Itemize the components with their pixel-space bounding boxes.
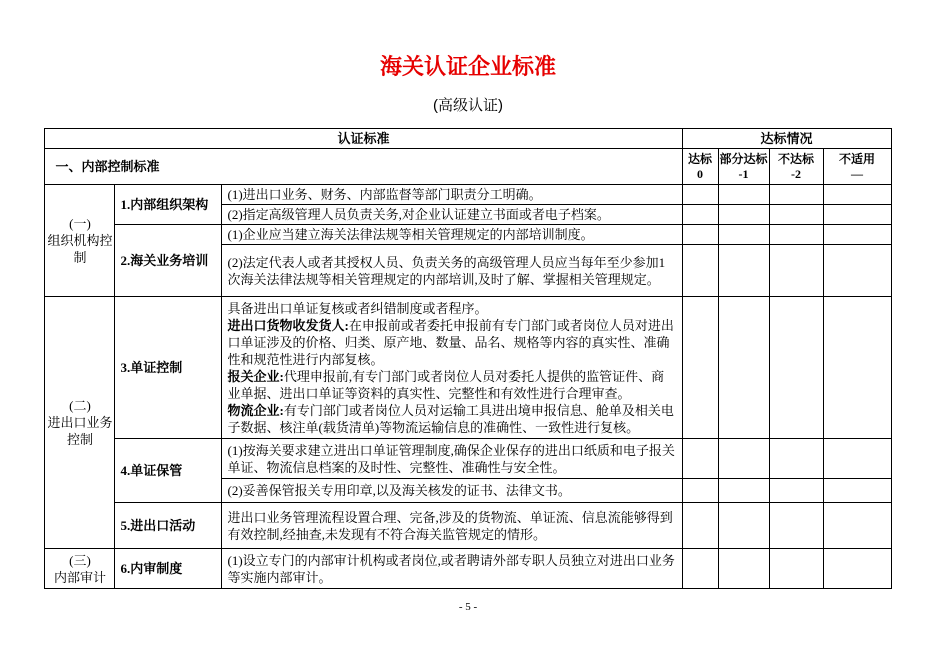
status-cell [682, 439, 718, 479]
criterion-cell: 进出口业务管理流程设置合理、完备,涉及的货物流、单证流、信息流能够得到有效控制,经抽查,未发现有不符合海关监管规定的情形。 [222, 503, 682, 549]
status-cell [718, 225, 769, 245]
doc-title: 海关认证企业标准 [379, 54, 556, 79]
paragraph-text: 在申报前或者委托申报前有专门部门或者岗位人员对进出口单证涉及的价格、归类、原产地、数量、品名、规格等内容的真实性、准确性和规范性进行内部复核。 [227, 317, 674, 367]
status-col-label: 达标 [687, 151, 712, 166]
group-number: (三) [69, 552, 91, 568]
status-col-score: -1 [738, 166, 749, 181]
status-col-score: -2 [791, 166, 801, 181]
criterion-paragraph [227, 368, 676, 402]
status-cell [718, 503, 769, 549]
group-cell-3 [45, 549, 115, 589]
paragraph-text: 代理申报前,有专门部门或者岗位人员对委托人提供的监管证件、商业单据、进出口单证等资料的真实性、完整性和有效性进行合理审查。 [227, 368, 665, 401]
status-cell [823, 245, 891, 297]
status-cell [769, 225, 823, 245]
status-cell [823, 205, 891, 225]
status-cell [718, 245, 769, 297]
status-cell [769, 503, 823, 549]
status-cell [682, 549, 718, 589]
paragraph-text: 具备进出口单证复核或者纠错制度或者程序。 [227, 300, 488, 316]
status-col-不达标 [769, 149, 823, 185]
status-col-部分达标 [718, 149, 769, 185]
group-number: (一) [69, 216, 91, 231]
item-cell-5: 5.进出口活动 [115, 503, 222, 549]
status-cell [823, 225, 891, 245]
status-cell [682, 479, 718, 503]
status-cell [682, 297, 718, 439]
paragraph-text: 有专门部门或者岗位人员对运输工具进出境申报信息、舱单及相关电子数据、核注单(载货清单)等物流运输信息的准确性、一致性进行复核。 [227, 402, 674, 435]
status-cell [718, 479, 769, 503]
status-cell [682, 225, 718, 245]
item-cell-3: 3.单证控制 [115, 297, 222, 439]
group-name: 进出口业务控制 [47, 415, 113, 447]
status-col-达标 [682, 149, 718, 185]
status-col-label: 部分达标 [719, 151, 768, 166]
item-cell-4: 4.单证保管 [115, 439, 222, 503]
status-cell [823, 479, 891, 503]
paragraph-lead: 物流企业: [227, 402, 284, 418]
status-col-label: 不适用 [839, 151, 876, 166]
item-cell-2: 2.海关业务培训 [115, 225, 222, 297]
status-cell [823, 549, 891, 589]
status-cell [718, 297, 769, 439]
status-cell [769, 297, 823, 439]
standards-table [44, 128, 891, 589]
status-cell [718, 439, 769, 479]
paragraph-lead: 报关企业: [227, 368, 284, 384]
criterion-cell [222, 297, 682, 439]
status-cell [718, 205, 769, 225]
status-cell [823, 503, 891, 549]
doc-subtitle: (高级认证) [433, 97, 503, 114]
criterion-cell: (2)妥善保管报关专用印章,以及海关核发的证书、法律文书。 [222, 479, 682, 503]
header-standards: 认证标准 [45, 129, 682, 149]
status-cell [769, 185, 823, 205]
status-cell [682, 245, 718, 297]
paragraph-lead: 进出口货物收发货人: [227, 317, 349, 333]
item-cell-1: 1.内部组织架构 [115, 185, 222, 225]
criterion-cell: (1)按海关要求建立进出口单证管理制度,确保企业保存的进出口纸质和电子报关单证、物流信息档案的及时性、完整性、准确性与安全性。 [222, 439, 682, 479]
status-col-score: — [851, 166, 863, 181]
status-col-不适用 [823, 149, 891, 185]
group-cell-1 [45, 185, 115, 297]
status-cell [769, 479, 823, 503]
criterion-cell: (1)企业应当建立海关法律法规等相关管理规定的内部培训制度。 [222, 225, 682, 245]
group-name: 组织机构控制 [47, 233, 113, 265]
status-cell [823, 185, 891, 205]
status-cell [769, 205, 823, 225]
status-cell [718, 185, 769, 205]
item-cell-6: 6.内审制度 [115, 549, 222, 589]
status-cell [682, 185, 718, 205]
header-status: 达标情况 [682, 129, 891, 149]
criterion-cell: (1)设立专门的内部审计机构或者岗位,或者聘请外部专职人员独立对进出口业务等实施内部审计。 [222, 549, 682, 589]
criterion-paragraph [227, 300, 676, 317]
status-cell [769, 549, 823, 589]
section-title: 一、内部控制标准 [45, 149, 682, 185]
criterion-cell: (2)指定高级管理人员负责关务,对企业认证建立书面或者电子档案。 [222, 205, 682, 225]
status-col-score: 0 [697, 166, 703, 181]
group-number: (二) [69, 398, 91, 413]
group-cell-2 [45, 297, 115, 549]
criterion-paragraph [227, 402, 676, 436]
criterion-cell: (2)法定代表人或者其授权人员、负责关务的高级管理人员应当每年至少参加1次海关法律法规等相关管理规定的内部培训,及时了解、掌握相关管理规定。 [222, 245, 682, 297]
status-cell [823, 297, 891, 439]
status-cell [769, 439, 823, 479]
page-number: - 5 - [458, 601, 478, 613]
group-name: 内部审计 [53, 569, 106, 585]
criterion-paragraph [227, 317, 676, 368]
status-col-label: 不达标 [777, 151, 814, 166]
criterion-cell: (1)进出口业务、财务、内部监督等部门职责分工明确。 [222, 185, 682, 205]
status-cell [769, 245, 823, 297]
status-cell [718, 549, 769, 589]
status-cell [823, 439, 891, 479]
status-cell [682, 503, 718, 549]
status-cell [682, 205, 718, 225]
